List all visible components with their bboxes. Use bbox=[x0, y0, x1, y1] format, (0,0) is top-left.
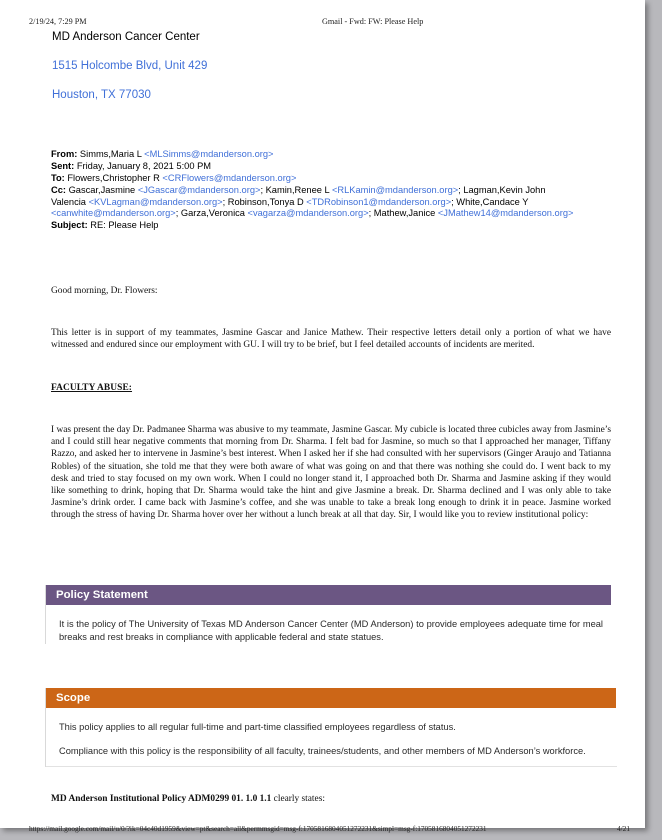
spacer bbox=[51, 297, 611, 327]
cc-label: Cc: bbox=[51, 184, 66, 195]
letterhead-street-link[interactable]: 1515 Holcombe Blvd, Unit 429 bbox=[52, 60, 208, 73]
policy-reference-number: MD Anderson Institutional Policy ADM0299 01. 1.0 1.1 bbox=[51, 794, 272, 804]
policy-left-rail bbox=[45, 688, 46, 768]
scope-body bbox=[45, 708, 617, 759]
print-footer-url: https://mail.google.com/mail/u/0/?ik=04c40d1959&view=pt&search=all&permmsgid=msg-f:1705816804051272231&simpl=msg-f:1705816804051272231 bbox=[29, 824, 487, 833]
policy-section-scope bbox=[45, 688, 617, 768]
from-name: Simms,Maria L bbox=[77, 149, 145, 159]
intro-paragraph: This letter is in support of my teammates, Jasmine Gascar and Janice Mathew. Their respective letters detail only a portion of what we have witnessed and endured since our employment with GU. I will try to be brief, but I feel detailed accounts of incidents are merited. bbox=[51, 328, 611, 351]
email-headers bbox=[51, 149, 581, 232]
print-footer bbox=[0, 824, 662, 838]
print-footer-page-number: 4/21 bbox=[617, 824, 630, 833]
letterhead bbox=[52, 31, 207, 118]
policy-left-rail bbox=[45, 585, 46, 644]
cc-name: ; Kamin,Renee L bbox=[260, 184, 332, 195]
subject-value: RE: Please Help bbox=[87, 220, 159, 231]
cc-name: ; Lagman,Kevin John Valencia bbox=[51, 184, 546, 207]
sent-label: Sent: bbox=[51, 160, 75, 171]
cc-name: ; Robinson,Tonya D bbox=[222, 196, 307, 207]
print-document-title: Gmail - Fwd: FW: Please Help bbox=[322, 17, 424, 26]
spacer bbox=[51, 352, 611, 382]
policy-paragraph: It is the policy of The University of Texas MD Anderson Cancer Center (MD Anderson) to provide employees adequate time for meal breaks and rest breaks in compliance with applicable federal and state statues. bbox=[59, 619, 603, 642]
to-label: To: bbox=[51, 172, 65, 183]
policy-divider bbox=[45, 766, 617, 767]
email-header-subject bbox=[51, 220, 581, 232]
letterhead-city-link[interactable]: Houston, TX 77030 bbox=[52, 89, 151, 102]
print-timestamp: 2/19/24, 7:29 PM bbox=[29, 17, 87, 26]
main-paragraph: I was present the day Dr. Padmanee Sharma was abusive to my teammate, Jasmine Gascar. My cubicle is located three cubicles away from Jasmine’s and I could still hear negative comments that morning from Dr. Sharma. I felt bad for Jasmine, so much so that I approached her manager, Tiffany Razzo, and asked her to intervene in Jasmine’s best interest. When I asked her if she had consulted with her supervisors (Ginger Araujo and Tatianna Robles) of the situation, she told me that they were both aware of what was going on and that there was nothing she could do. I went back to my desk and tried to stay focused on my own work. When I could no longer stand it, I approached both Dr. Sharma and Jasmine asking if they would like something to drink, hoping that Dr. Sharma would take the hint and give Jasmine a break. Dr. Sharma declined and I was only able to take Jasmine’s drink order. I came back with Jasmine’s coffee, and she was unable to take a break long enough to drink it in peace. Jasmine worked through the stress of having Dr. Sharma hover over her without a lunch break at all that day. Sir, I would like you to review institutional policy: bbox=[51, 424, 611, 521]
sent-value: Friday, January 8, 2021 5:00 PM bbox=[74, 160, 212, 171]
policy-section-policy-statement bbox=[45, 585, 617, 644]
email-header-sent bbox=[51, 161, 581, 173]
salutation: Good morning, Dr. Flowers: bbox=[51, 286, 158, 296]
cc-recipient-list bbox=[51, 185, 573, 219]
scope-paragraph-2: Compliance with this policy is the responsibility of all faculty, trainees/students, and other members of MD Anderson’s workforce. bbox=[59, 746, 586, 757]
cc-address[interactable]: <RLKamin@mdanderson.org> bbox=[331, 184, 459, 195]
policy-statement-header: Policy Statement bbox=[45, 585, 611, 605]
cc-address[interactable]: <JGascar@mdanderson.org> bbox=[137, 184, 261, 195]
policy-reference-line bbox=[51, 794, 611, 804]
cc-name: ; Mathew,Janice bbox=[368, 208, 438, 219]
cc-address[interactable]: <vagarza@mdanderson.org> bbox=[247, 208, 369, 219]
spacer bbox=[51, 394, 611, 424]
from-address[interactable]: <MLSimms@mdanderson.org> bbox=[144, 149, 274, 159]
cc-name: ; White,Candace Y bbox=[451, 196, 529, 207]
email-header-from bbox=[51, 149, 581, 161]
section-heading-faculty-abuse: FACULTY ABUSE: bbox=[51, 382, 133, 393]
cc-name: Gascar,Jasmine bbox=[65, 184, 138, 195]
cc-address[interactable]: <JMathew14@mdanderson.org> bbox=[437, 208, 574, 219]
to-name: Flowers,Christopher R bbox=[64, 172, 163, 183]
print-header bbox=[0, 17, 645, 29]
policy-sections bbox=[45, 585, 617, 767]
cc-address[interactable]: <TDRobinson1@mdanderson.org> bbox=[306, 196, 452, 207]
to-address[interactable]: <CRFlowers@mdanderson.org> bbox=[162, 172, 297, 183]
spacer bbox=[45, 644, 617, 688]
policy-statement-body bbox=[45, 605, 617, 644]
letterhead-organization: MD Anderson Cancer Center bbox=[52, 31, 200, 43]
scope-header: Scope bbox=[45, 688, 616, 708]
cc-address[interactable]: <KVLagman@mdanderson.org> bbox=[88, 196, 223, 207]
policy-reference-trailing: clearly states: bbox=[271, 794, 325, 804]
cc-address[interactable]: <canwhite@mdanderson.org> bbox=[51, 208, 176, 219]
letter-body bbox=[51, 285, 611, 522]
email-header-to bbox=[51, 173, 581, 185]
cc-name: ; Garza,Veronica bbox=[175, 208, 248, 219]
email-header-cc bbox=[51, 185, 581, 221]
from-label: From: bbox=[51, 149, 78, 159]
subject-label: Subject: bbox=[51, 220, 88, 231]
scope-paragraph-1: This policy applies to all regular full-time and part-time classified employees regardless of status. bbox=[59, 721, 456, 732]
